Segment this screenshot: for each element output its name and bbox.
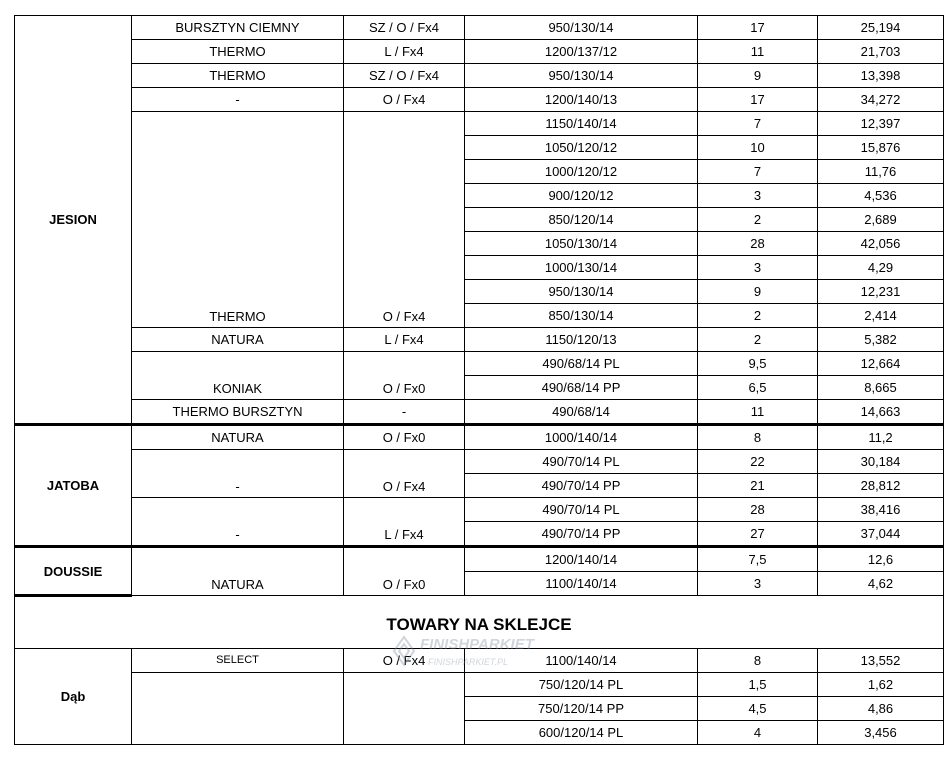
size-cell: 1000/140/14 [465, 425, 698, 450]
size-cell: 490/68/14 PL [465, 352, 698, 376]
m2-cell: 4,62 [818, 572, 944, 596]
size-cell: 490/70/14 PL [465, 498, 698, 522]
table-row [15, 450, 944, 474]
size-cell: 490/70/14 PL [465, 450, 698, 474]
qty-cell: 6,5 [698, 376, 818, 400]
table-row [15, 40, 944, 64]
qty-cell: 27 [698, 522, 818, 547]
m2-cell: 3,456 [818, 721, 944, 745]
finish-cell: KONIAK [132, 352, 344, 400]
size-cell: 1200/140/14 [465, 547, 698, 572]
m2-cell: 2,689 [818, 208, 944, 232]
section-title-row [15, 596, 944, 649]
m2-cell: 15,876 [818, 136, 944, 160]
qty-cell: 2 [698, 328, 818, 352]
qty-cell: 7 [698, 160, 818, 184]
watermark-text: FINISHPARKIET [420, 636, 534, 653]
m2-cell: 12,664 [818, 352, 944, 376]
grade-cell: O / Fx0 [344, 352, 465, 400]
qty-cell: 8 [698, 425, 818, 450]
grade-cell: L / Fx4 [344, 328, 465, 352]
size-cell: 850/120/14 [465, 208, 698, 232]
finish-cell: THERMO BURSZTYN [132, 400, 344, 425]
watermark-sub: FINISHPARKIET.PL [428, 657, 509, 667]
table-row [15, 352, 944, 376]
finish-cell: THERMO [132, 64, 344, 88]
table-row [15, 649, 944, 673]
m2-cell: 8,665 [818, 376, 944, 400]
size-cell: 750/120/14 PP [465, 697, 698, 721]
m2-cell: 11,76 [818, 160, 944, 184]
finish-cell: - [132, 498, 344, 547]
table-row [15, 547, 944, 572]
finish-cell: - [132, 88, 344, 112]
size-cell: 950/130/14 [465, 280, 698, 304]
qty-cell: 2 [698, 208, 818, 232]
qty-cell: 7 [698, 112, 818, 136]
wood-doussie: DOUSSIE [15, 547, 132, 596]
table-row [15, 425, 944, 450]
m2-cell: 4,536 [818, 184, 944, 208]
m2-cell: 5,382 [818, 328, 944, 352]
size-cell: 1000/130/14 [465, 256, 698, 280]
grade-cell: O / Fx4 [344, 450, 465, 498]
qty-cell: 17 [698, 16, 818, 40]
size-cell: 1050/120/12 [465, 136, 698, 160]
size-cell: 1000/120/12 [465, 160, 698, 184]
section-title: TOWARY NA SKLEJCE [15, 596, 944, 649]
qty-cell: 8 [698, 649, 818, 673]
table-row [15, 16, 944, 40]
grade-cell [344, 673, 465, 745]
finish-cell: THERMO [132, 40, 344, 64]
size-cell: 900/120/12 [465, 184, 698, 208]
m2-cell: 2,414 [818, 304, 944, 328]
qty-cell: 4 [698, 721, 818, 745]
qty-cell: 9 [698, 64, 818, 88]
size-cell: 850/130/14 [465, 304, 698, 328]
size-cell: 490/68/14 PP [465, 376, 698, 400]
m2-cell: 28,812 [818, 474, 944, 498]
m2-cell: 30,184 [818, 450, 944, 474]
qty-cell: 17 [698, 88, 818, 112]
stock-table [14, 15, 944, 745]
m2-cell: 37,044 [818, 522, 944, 547]
size-cell: 490/70/14 PP [465, 474, 698, 498]
m2-cell: 4,29 [818, 256, 944, 280]
wood-jatoba: JATOBA [15, 425, 132, 547]
m2-cell: 13,398 [818, 64, 944, 88]
finish-cell: BURSZTYN CIEMNY [132, 16, 344, 40]
table-row [15, 112, 944, 136]
size-cell: 490/70/14 PP [465, 522, 698, 547]
m2-cell: 14,663 [818, 400, 944, 425]
size-cell: 1200/137/12 [465, 40, 698, 64]
finish-cell: NATURA [132, 425, 344, 450]
size-cell: 1100/140/14 [465, 572, 698, 596]
grade-cell: SZ / O / Fx4 [344, 64, 465, 88]
m2-cell: 12,397 [818, 112, 944, 136]
size-cell: 1050/130/14 [465, 232, 698, 256]
grade-cell: O / Fx0 [344, 425, 465, 450]
m2-cell: 1,62 [818, 673, 944, 697]
wood-jesion: JESION [15, 16, 132, 425]
size-cell: 600/120/14 PL [465, 721, 698, 745]
qty-cell: 11 [698, 400, 818, 425]
table-row [15, 673, 944, 697]
finish-cell: THERMO [132, 112, 344, 328]
table-row [15, 400, 944, 425]
size-cell: 1100/140/14 [465, 649, 698, 673]
qty-cell: 10 [698, 136, 818, 160]
qty-cell: 7,5 [698, 547, 818, 572]
table-row [15, 88, 944, 112]
m2-cell: 4,86 [818, 697, 944, 721]
qty-cell: 22 [698, 450, 818, 474]
qty-cell: 4,5 [698, 697, 818, 721]
finish-cell: - [132, 450, 344, 498]
size-cell: 1200/140/13 [465, 88, 698, 112]
wood-dab: Dąb [15, 649, 132, 745]
size-cell: 950/130/14 [465, 64, 698, 88]
qty-cell: 28 [698, 232, 818, 256]
grade-cell: O / Fx4 [344, 88, 465, 112]
grade-cell: SZ / O / Fx4 [344, 16, 465, 40]
grade-cell: O / Fx4 [344, 112, 465, 328]
qty-cell: 21 [698, 474, 818, 498]
size-cell: 750/120/14 PL [465, 673, 698, 697]
m2-cell: 38,416 [818, 498, 944, 522]
finish-cell [132, 673, 344, 745]
m2-cell: 34,272 [818, 88, 944, 112]
m2-cell: 21,703 [818, 40, 944, 64]
m2-cell: 25,194 [818, 16, 944, 40]
qty-cell: 28 [698, 498, 818, 522]
qty-cell: 11 [698, 40, 818, 64]
m2-cell: 12,231 [818, 280, 944, 304]
finish-cell: SELECT [132, 649, 344, 673]
qty-cell: 3 [698, 256, 818, 280]
size-cell: 950/130/14 [465, 16, 698, 40]
size-cell: 490/68/14 [465, 400, 698, 425]
grade-cell: O / Fx4 [344, 649, 465, 673]
m2-cell: 13,552 [818, 649, 944, 673]
grade-cell: - [344, 400, 465, 425]
finish-cell: NATURA [132, 328, 344, 352]
grade-cell: O / Fx0 [344, 547, 465, 596]
qty-cell: 2 [698, 304, 818, 328]
qty-cell: 3 [698, 572, 818, 596]
qty-cell: 9,5 [698, 352, 818, 376]
finish-cell: NATURA [132, 547, 344, 596]
m2-cell: 42,056 [818, 232, 944, 256]
m2-cell: 11,2 [818, 425, 944, 450]
table-row [15, 328, 944, 352]
qty-cell: 9 [698, 280, 818, 304]
m2-cell: 12,6 [818, 547, 944, 572]
qty-cell: 3 [698, 184, 818, 208]
grade-cell: L / Fx4 [344, 40, 465, 64]
qty-cell: 1,5 [698, 673, 818, 697]
size-cell: 1150/140/14 [465, 112, 698, 136]
grade-cell: L / Fx4 [344, 498, 465, 547]
table-row [15, 498, 944, 522]
size-cell: 1150/120/13 [465, 328, 698, 352]
table-row [15, 64, 944, 88]
